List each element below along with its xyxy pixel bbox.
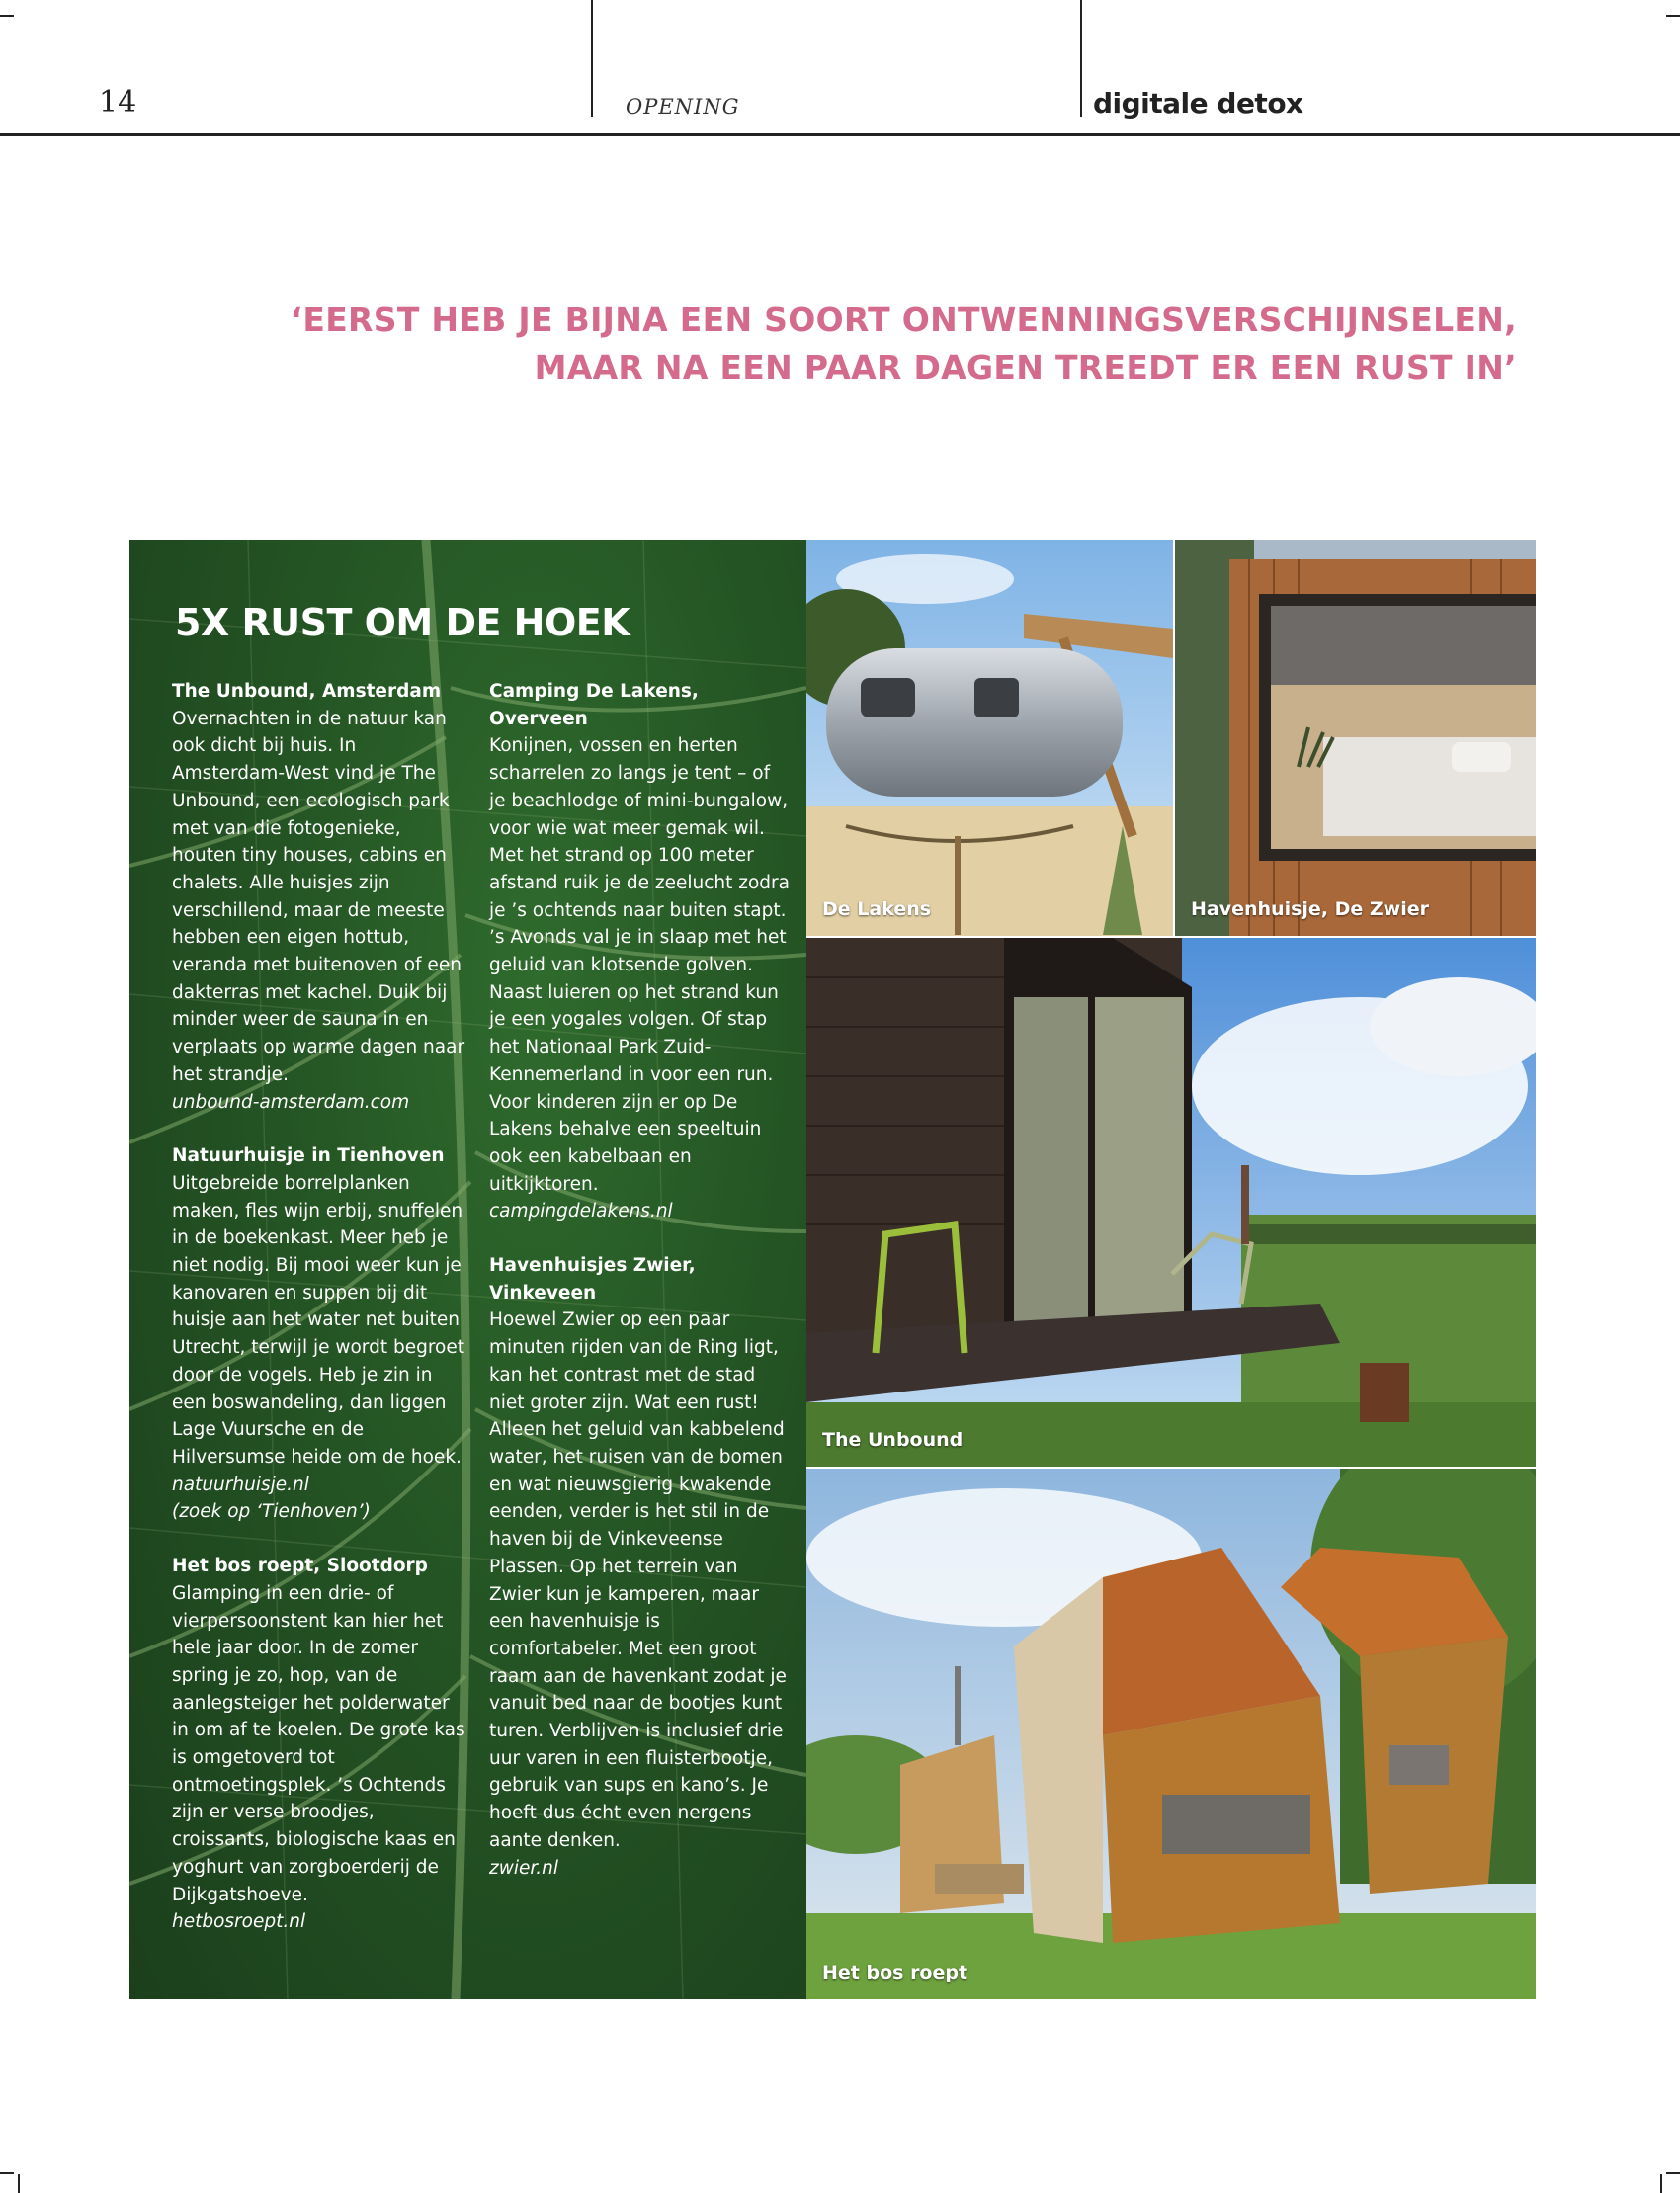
entry-natuurhuisje (172, 1142, 468, 1526)
entry-body: Uitgebreide borrelplanken maken, fles wijn erbij, snuffelen in de boekenkast. Meer heb je niet nodig. Bij mooi weer kun je kanovaren en suppen bij dit huisje aan het water net buiten Utrecht, terwijl je wordt begroet door de vogels. Heb je zin in een boswandeling, dan liggen Lage Vuursche en de Hilversumse heide om de hoek. (172, 1172, 464, 1468)
wooden-cabin-window-image (1175, 540, 1536, 936)
entry-url[interactable]: unbound-amsterdam.com (172, 1091, 410, 1113)
section-label: OPENING (626, 95, 740, 119)
pull-quote (232, 296, 1517, 391)
crop-mark-bl (0, 2172, 14, 2174)
pull-quote-line-2: MAAR NA EEN PAAR DAGEN TREEDT ER EEN RUST IN’ (534, 348, 1517, 386)
entry-bos-roept (172, 1553, 468, 1936)
tiny-house-image (806, 938, 1536, 1467)
photo-caption: The Unbound (822, 1429, 964, 1451)
crop-mark-tl (0, 15, 14, 17)
crop-mark-bl-v (18, 2174, 20, 2193)
crop-mark-tr (1666, 15, 1680, 17)
entry-body: Glamping in een drie- of vierpersoonstent kan hier het hele jaar door. In de zomer spring je zo, hop, van de aanlegsteiger het polderwater in om af te koelen. De grote kas is omgetoverd tot ontmoetingsplek. ’s Ochtends zijn er verse broodjes, croissants, biologische kaas en yoghurt van zorgboerderij de Dijkgatshoeve. (172, 1582, 465, 1905)
crop-mark-br (1666, 2172, 1680, 2174)
header-divider-2 (1080, 0, 1082, 117)
brand-logo: digitale detox (1093, 87, 1303, 120)
photo-zwier (1175, 540, 1536, 936)
entry-title: Het bos roept, Slootdorp (172, 1556, 428, 1577)
photo-de-lakens (806, 540, 1173, 936)
entry-body: Overnachten in de natuur kan ook dicht bij huis. In Amsterdam-West vind je The Unbound, een ecologisch park met van die fotogenieke, houten tiny houses, cabins en chalets. Alle huisjes zijn verschillend, maar de meeste hebben een eigen hottub, veranda met buitenoven of een dakterras met kachel. Duik bij minder weer de sauna in en verplaats op warme dagen naar het strandje. (172, 708, 465, 1085)
pull-quote-line-1: ‘EERST HEB JE BIJNA EEN SOORT ONTWENNINGSVERSCHIJNSELEN, (290, 300, 1517, 339)
entry-url[interactable]: zwier.nl (489, 1857, 559, 1879)
photo-caption: De Lakens (822, 898, 932, 920)
photo-caption: Havenhuisje, De Zwier (1191, 898, 1429, 920)
photo-the-unbound (806, 938, 1536, 1467)
entry-title: Camping De Lakens, Overveen (489, 681, 699, 729)
photo-caption: Het bos roept (822, 1962, 968, 1983)
entry-url[interactable]: natuurhuisje.nl (172, 1474, 309, 1495)
airstream-image (806, 540, 1173, 936)
leaf-text-panel (129, 540, 806, 1999)
entry-de-lakens (489, 678, 791, 1225)
entry-note: (zoek op ‘Tienhoven’) (172, 1501, 371, 1523)
entry-title: Havenhuisjes Zwier, Vinkeveen (489, 1255, 696, 1304)
text-column-right (489, 678, 791, 1908)
text-column-left (172, 678, 468, 1963)
entry-body: Hoewel Zwier op een paar minuten rijden van de Ring ligt, kan het contrast met de stad niet groter zijn. Wat een rust! Alleen het geluid van kabbelend water, het ruisen van de bomen en wat nieuwsgierig kwakende eenden, verder is het stil in de haven bij de Vinkeveense Plassen. Op het terrein van Zwier kun je kamperen, maar een havenhuisje is comfortabeler. Met een groot raam aan de havenkant zodat je vanuit bed naar de bootjes kunt turen. Verblijven is inclusief drie uur varen in een fluisterbootje, gebruik van sups en kano’s. Je hoeft dus écht even nergens aante denken. (489, 1309, 787, 1851)
entry-unbound (172, 678, 468, 1116)
box-title: 5X RUST OM DE HOEK (175, 601, 630, 644)
entry-title: The Unbound, Amsterdam (172, 681, 442, 702)
header-rule (0, 133, 1680, 136)
wooden-cabins-image (806, 1469, 1536, 1999)
header-divider-1 (591, 0, 593, 117)
page-number: 14 (99, 85, 137, 120)
entry-url[interactable]: hetbosroept.nl (172, 1911, 306, 1933)
entry-zwier (489, 1252, 791, 1882)
crop-mark-br-v (1660, 2174, 1662, 2193)
photo-het-bos-roept (806, 1469, 1536, 1999)
entry-url[interactable]: campingdelakens.nl (489, 1201, 673, 1223)
entry-title: Natuurhuisje in Tienhoven (172, 1145, 445, 1167)
entry-body: Konijnen, vossen en herten scharrelen zo langs je tent – of je beachlodge of mini-bungalow, voor wie wat meer gemak wil. Met het strand op 100 meter afstand ruik je de zeelucht zodra je ’s ochtends naar buiten stapt. ’s Avonds val je in slaap met het geluid van klotsende golven. Naast luieren op het strand kun je een yogales volgen. Of stap het Nationaal Park Zuid-Kennemerland in voor een run. Voor kinderen zijn er op De Lakens behalve een speeltuin ook een kabelbaan en uitkijktoren. (489, 735, 790, 1195)
